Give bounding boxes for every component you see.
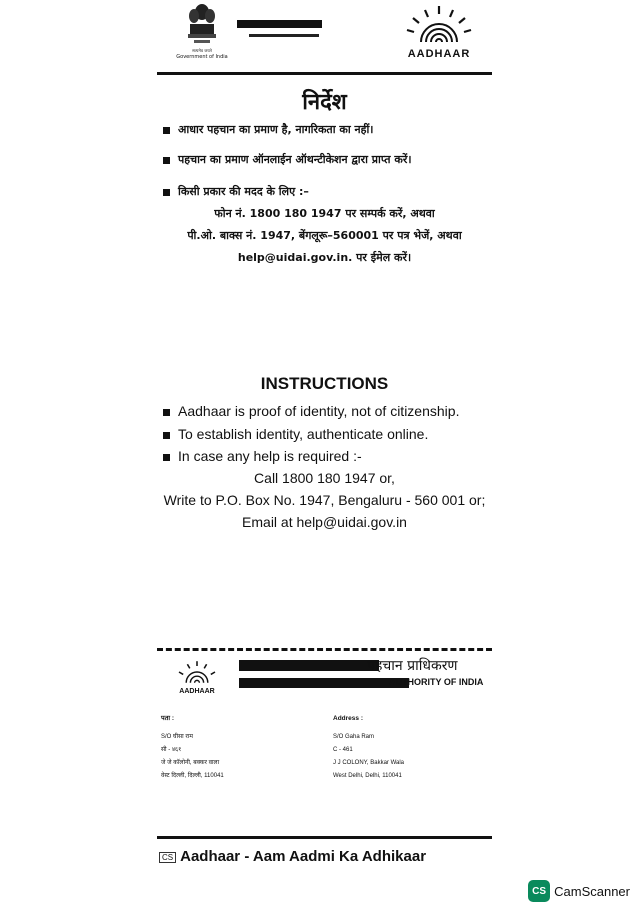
emblem-caption-hi: सत्यमेव जयते	[192, 48, 212, 53]
emblem-caption-en: Government of India	[176, 54, 228, 60]
help-line: Call 1800 180 1947 or,	[254, 470, 395, 486]
instruction-item: In case any help is required :-	[163, 448, 362, 464]
authority-logo	[171, 660, 223, 695]
fingerprint-sun-icon	[173, 660, 221, 684]
authority-name-hi: पहचान प्राधिकरण	[367, 658, 458, 674]
address-label: Address :	[333, 715, 363, 722]
address-line: C - 461	[333, 747, 353, 753]
footer-tagline: CS Aadhaar - Aam Aadmi Ka Adhikaar	[159, 848, 426, 865]
instruction-item: To establish identity, authenticate online.	[163, 426, 428, 442]
aadhaar-logo	[394, 4, 484, 60]
address-line: S/O Gaha Ram	[333, 734, 375, 740]
bullet-icon	[163, 454, 170, 461]
camscanner-text: CamScanner	[554, 883, 630, 899]
hindi-help-line: help@uidai.gov.in. पर ईमेल करें।	[237, 251, 412, 264]
redacted-mark	[239, 660, 379, 671]
bullet-icon	[163, 157, 170, 164]
authority-name-en: AUTHORITY OF INDIA	[389, 677, 484, 687]
address-label: पता :	[161, 715, 175, 722]
address-line: S/O घीसा राम	[161, 734, 193, 740]
government-emblem	[157, 2, 247, 60]
help-line: Write to P.O. Box No. 1947, Bengaluru - 560 001 or;	[163, 492, 486, 508]
aadhaar-back-page	[157, 0, 492, 870]
hindi-help-line: पी.ओ. बाक्स नं. 1947, बेंगलूरू–560001 पर पत्र भेजें, अथवा	[187, 229, 462, 242]
ashoka-emblem-icon	[184, 2, 220, 48]
hindi-title: निर्देश	[302, 90, 347, 115]
instructions-title: INSTRUCTIONS	[260, 374, 389, 393]
hindi-help-line: फोन नं. 1800 180 1947 पर सम्पर्क करें, अथवा	[214, 207, 435, 220]
cut-line	[157, 648, 492, 651]
address-english	[333, 712, 404, 783]
bullet-icon	[163, 409, 170, 416]
aadhaar-wordmark: AADHAAR	[407, 48, 471, 60]
bullet-icon	[163, 432, 170, 439]
redacted-mark	[237, 20, 322, 28]
redacted-mark	[239, 678, 409, 688]
address-line: जे जे कॉलोनी, बक्कर वाला	[161, 760, 220, 766]
hindi-item: आधार पहचान का प्रमाण है, नागरिकता का नहीं।	[163, 122, 373, 137]
bullet-icon	[163, 127, 170, 134]
help-line: Email at help@uidai.gov.in	[242, 514, 407, 530]
aadhaar-wordmark: AADHAAR	[179, 688, 215, 695]
address-line: वेस्ट दिल्ली, दिल्ली, 110041	[161, 773, 224, 779]
hindi-item: पहचान का प्रमाण ऑनलाईन ऑथन्टीकेशन द्वारा प्राप्त करें।	[163, 152, 412, 167]
cs-mark: CS	[159, 852, 176, 863]
hindi-item: किसी प्रकार की मदद के लिए :–	[163, 184, 309, 199]
fingerprint-sun-icon	[399, 4, 479, 44]
address-line: सी - ४६१	[161, 747, 182, 753]
instruction-item: Aadhaar is proof of identity, not of citizenship.	[163, 403, 459, 419]
address-hindi	[161, 712, 224, 783]
header-divider	[157, 72, 492, 75]
address-line: J J COLONY, Bakkar Wala	[333, 760, 405, 766]
address-line: West Delhi, Delhi, 110041	[333, 773, 402, 779]
footer-divider	[157, 836, 492, 839]
camscanner-logo-icon: CS	[528, 880, 550, 902]
bullet-icon	[163, 189, 170, 196]
redacted-underline	[249, 34, 319, 37]
camscanner-watermark	[528, 880, 630, 902]
